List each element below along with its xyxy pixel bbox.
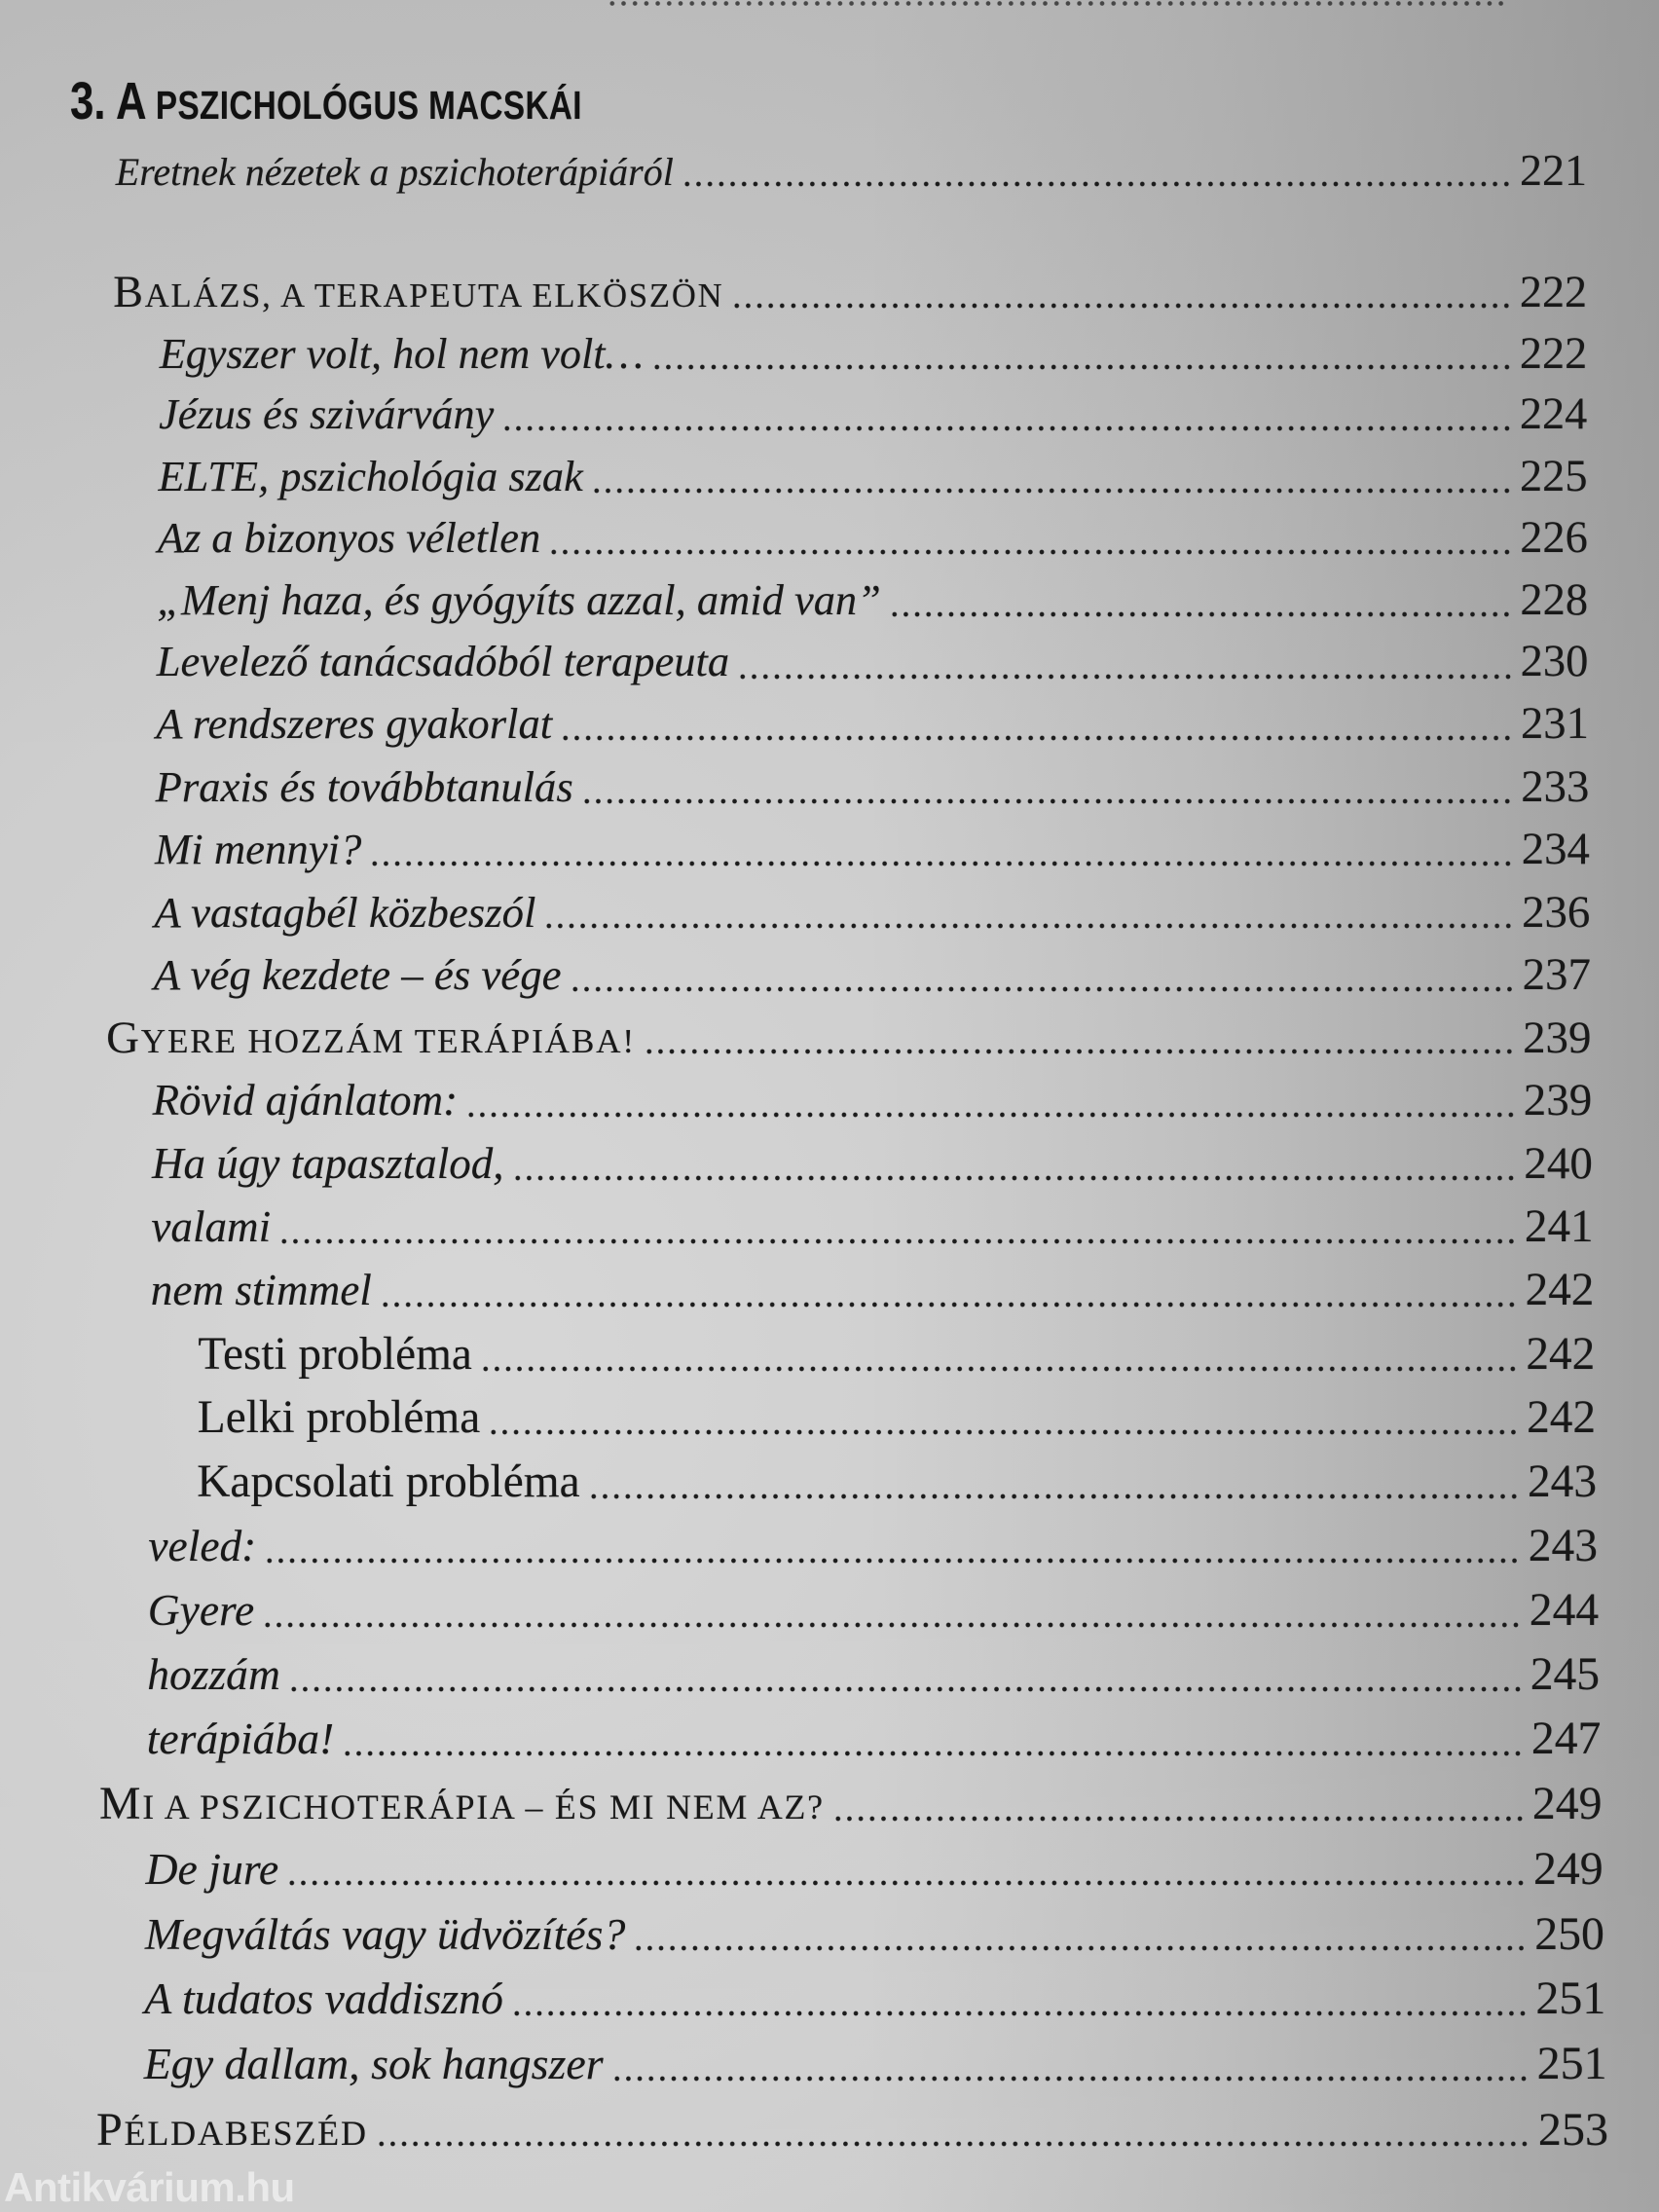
toc-entry-subsection (156, 759, 1590, 814)
dot-leader (731, 265, 1513, 318)
dot-leader (465, 1073, 1517, 1127)
toc-entry-title: ELTE, pszichológia szak (158, 451, 583, 500)
toc-entry-page-number: 243 (1527, 1456, 1598, 1507)
toc-entry-page-number: 249 (1532, 1842, 1604, 1895)
toc-entry-subsection (160, 326, 1588, 380)
dot-leader (581, 759, 1515, 814)
toc-entry-page-number: 222 (1519, 267, 1588, 317)
toc-entry-section (106, 1011, 1591, 1065)
toc-entry-page-number: 230 (1520, 637, 1589, 687)
dot-leader (278, 1199, 1518, 1255)
toc-entry-title: Lelki probléma (197, 1392, 481, 1444)
toc-entry-subsection (144, 2036, 1607, 2092)
toc-entry-page-number: 251 (1535, 1972, 1606, 2025)
toc-entry-subsection (159, 450, 1588, 504)
dot-leader (369, 822, 1514, 876)
toc-entry-page-number: 228 (1520, 574, 1589, 625)
toc-entry-subsubsection (198, 1327, 1595, 1382)
toc-entry-title: valami (151, 1202, 272, 1252)
toc-entry-title: Praxis és továbbtanulás (155, 762, 573, 812)
toc-entry-page-number: 240 (1524, 1138, 1593, 1190)
dot-leader (264, 1519, 1521, 1574)
toc-entry-page-number: 245 (1530, 1648, 1601, 1700)
toc-entry-page-number: 244 (1529, 1584, 1600, 1636)
toc-entry-subsection (147, 1647, 1600, 1703)
dot-leader (644, 1011, 1516, 1065)
toc-entry-title: Gyere (147, 1584, 255, 1635)
toc-entry-subsection (159, 387, 1587, 442)
toc-entry-subsection (157, 635, 1589, 689)
toc-entry-section (113, 265, 1587, 318)
dot-leader (288, 1647, 1524, 1703)
dot-leader (611, 2036, 1530, 2092)
toc-entry-subsection (154, 947, 1591, 1002)
dot-leader (262, 1583, 1523, 1639)
toc-entry-page-number: 224 (1519, 389, 1588, 440)
toc-entry-subsection (153, 1073, 1593, 1127)
toc-entry-title: De jure (145, 1843, 279, 1894)
toc-entry-page-number: 236 (1522, 886, 1591, 938)
dot-leader (591, 450, 1513, 504)
dot-leader (543, 885, 1515, 940)
dot-leader (832, 1776, 1526, 1831)
toc-entry-subsection (157, 573, 1588, 628)
toc-entry-subsection (158, 511, 1588, 566)
dot-leader (560, 697, 1514, 752)
toc-entry-title: Egyszer volt, hol nem volt… (159, 330, 644, 379)
toc-entry-title: veled: (148, 1521, 257, 1570)
toc-entry-page-number: 242 (1525, 1265, 1595, 1316)
toc-entry-title: Az a bizonyos véletlen (157, 513, 541, 562)
dot-leader (380, 1263, 1519, 1318)
dot-leader (286, 1841, 1527, 1897)
toc-entry-title: Egy dallam, sok hangszer (143, 2039, 604, 2089)
dot-leader (376, 2102, 1531, 2158)
toc-entry-title: A vég kezdete – és vége (153, 950, 562, 999)
toc-entry-title: MI A PSZICHOTERÁPIA – ÉS MI NEM AZ? (99, 1778, 825, 1830)
dot-leader (737, 635, 1513, 689)
dot-leader (548, 511, 1513, 566)
toc-entry-title: Kapcsolati probléma (197, 1456, 580, 1507)
toc-entry-page-number: 222 (1519, 328, 1588, 379)
toc-entry-page-number: 239 (1523, 1012, 1592, 1063)
toc-entry-subsection (152, 1136, 1593, 1191)
toc-entry-title: nem stimmel (150, 1266, 372, 1315)
watermark-logo-text: Antikvárium.hu (4, 2164, 295, 2210)
toc-entry-section (99, 1776, 1603, 1831)
toc-entry-title: Megváltás vagy üdvözítés? (144, 1908, 626, 1959)
dot-leader (889, 573, 1514, 628)
dot-leader (633, 1906, 1528, 1962)
toc-entry-page-number: 253 (1537, 2103, 1608, 2156)
dot-leader (511, 1971, 1529, 2027)
toc-entry-intro (116, 143, 1587, 197)
toc-entry-subsection (147, 1712, 1602, 1767)
toc-entry-page-number: 226 (1520, 513, 1588, 563)
toc-entry-title: A rendszeres gyakorlat (156, 699, 553, 749)
toc-entry-title: Mi mennyi? (155, 825, 362, 874)
toc-entry-page-number: 250 (1534, 1907, 1604, 1960)
toc-entry-title: Jézus és szivárvány (159, 390, 495, 439)
toc-entry-page-number: 247 (1530, 1713, 1602, 1764)
dot-leader (682, 143, 1513, 197)
toc-entry-subsection (154, 885, 1590, 940)
toc-entry-subsection (156, 697, 1589, 752)
dot-leader (588, 1455, 1521, 1510)
toc-entry-subsection (145, 1906, 1604, 1962)
toc-entry-page-number: 233 (1521, 761, 1590, 813)
toc-entry-page-number: 237 (1522, 949, 1591, 1000)
toc-entry-page-number: 221 (1519, 144, 1587, 195)
toc-entry-subsection (148, 1583, 1599, 1639)
dot-leader (501, 387, 1513, 442)
toc-entry-title: A vastagbél közbeszól (154, 887, 536, 937)
toc-entry-page-number: 243 (1528, 1520, 1598, 1571)
toc-entry-subsection (151, 1263, 1595, 1318)
toc-entry-subsection (148, 1519, 1598, 1574)
dot-leader (512, 1136, 1518, 1191)
toc-entry-title: „Menj haza, és gyógyíts azzal, amid van” (157, 574, 881, 624)
toc-entry-title: GYERE HOZZÁM TERÁPIÁBA! (106, 1012, 636, 1063)
toc-entry-title: Ha úgy tapasztalod, (152, 1139, 504, 1189)
chapter-heading-number: 3. A (70, 72, 147, 130)
toc-entry-page-number: 225 (1520, 451, 1588, 501)
dot-leader (570, 947, 1516, 1002)
toc-entry-title: Levelező tanácsadóból terapeuta (156, 637, 730, 686)
toc-entry-page-number: 234 (1521, 824, 1590, 875)
toc-entry-title: terápiába! (146, 1713, 335, 1763)
toc-entry-page-number: 251 (1536, 2038, 1607, 2090)
toc-entry-subsubsection (197, 1455, 1597, 1510)
toc-entry-page-number: 231 (1520, 698, 1589, 750)
dot-leader (342, 1712, 1525, 1767)
dot-leader (480, 1327, 1519, 1382)
toc-entry-title: A tudatos vaddisznó (144, 1973, 503, 2024)
toc-entry-title: Testi probléma (198, 1328, 472, 1380)
toc-entry-title: Rövid ajánlatom: (152, 1076, 459, 1125)
dot-leader (488, 1390, 1520, 1446)
chapter-heading-title: PSZICHOLÓGUS MACSKÁI (155, 83, 582, 128)
toc-entry-page-number: 242 (1527, 1392, 1597, 1444)
toc-entry-title: BALÁZS, A TERAPEUTA ELKÖSZÖN (113, 267, 724, 317)
toc-entry-page-number: 242 (1526, 1328, 1596, 1380)
toc-entry-page-number: 241 (1524, 1201, 1594, 1253)
toc-entry-subsection (146, 1841, 1604, 1897)
toc-entry-title: hozzám (147, 1648, 280, 1699)
toc-entry-subsection (151, 1199, 1593, 1255)
toc-entry-section (96, 2102, 1608, 2158)
dot-leader (651, 326, 1513, 380)
toc-entry-subsection (155, 822, 1590, 876)
toc-entry-page-number: 249 (1531, 1778, 1603, 1830)
toc-entry-title: PÉLDABESZÉD (96, 2103, 368, 2156)
toc-entry-subsubsection (198, 1390, 1596, 1446)
toc-entry-subsection (144, 1971, 1605, 2027)
toc-entry-page-number: 239 (1523, 1075, 1593, 1126)
toc-entry-title: Eretnek nézetek a pszichoterápiáról (115, 149, 674, 194)
